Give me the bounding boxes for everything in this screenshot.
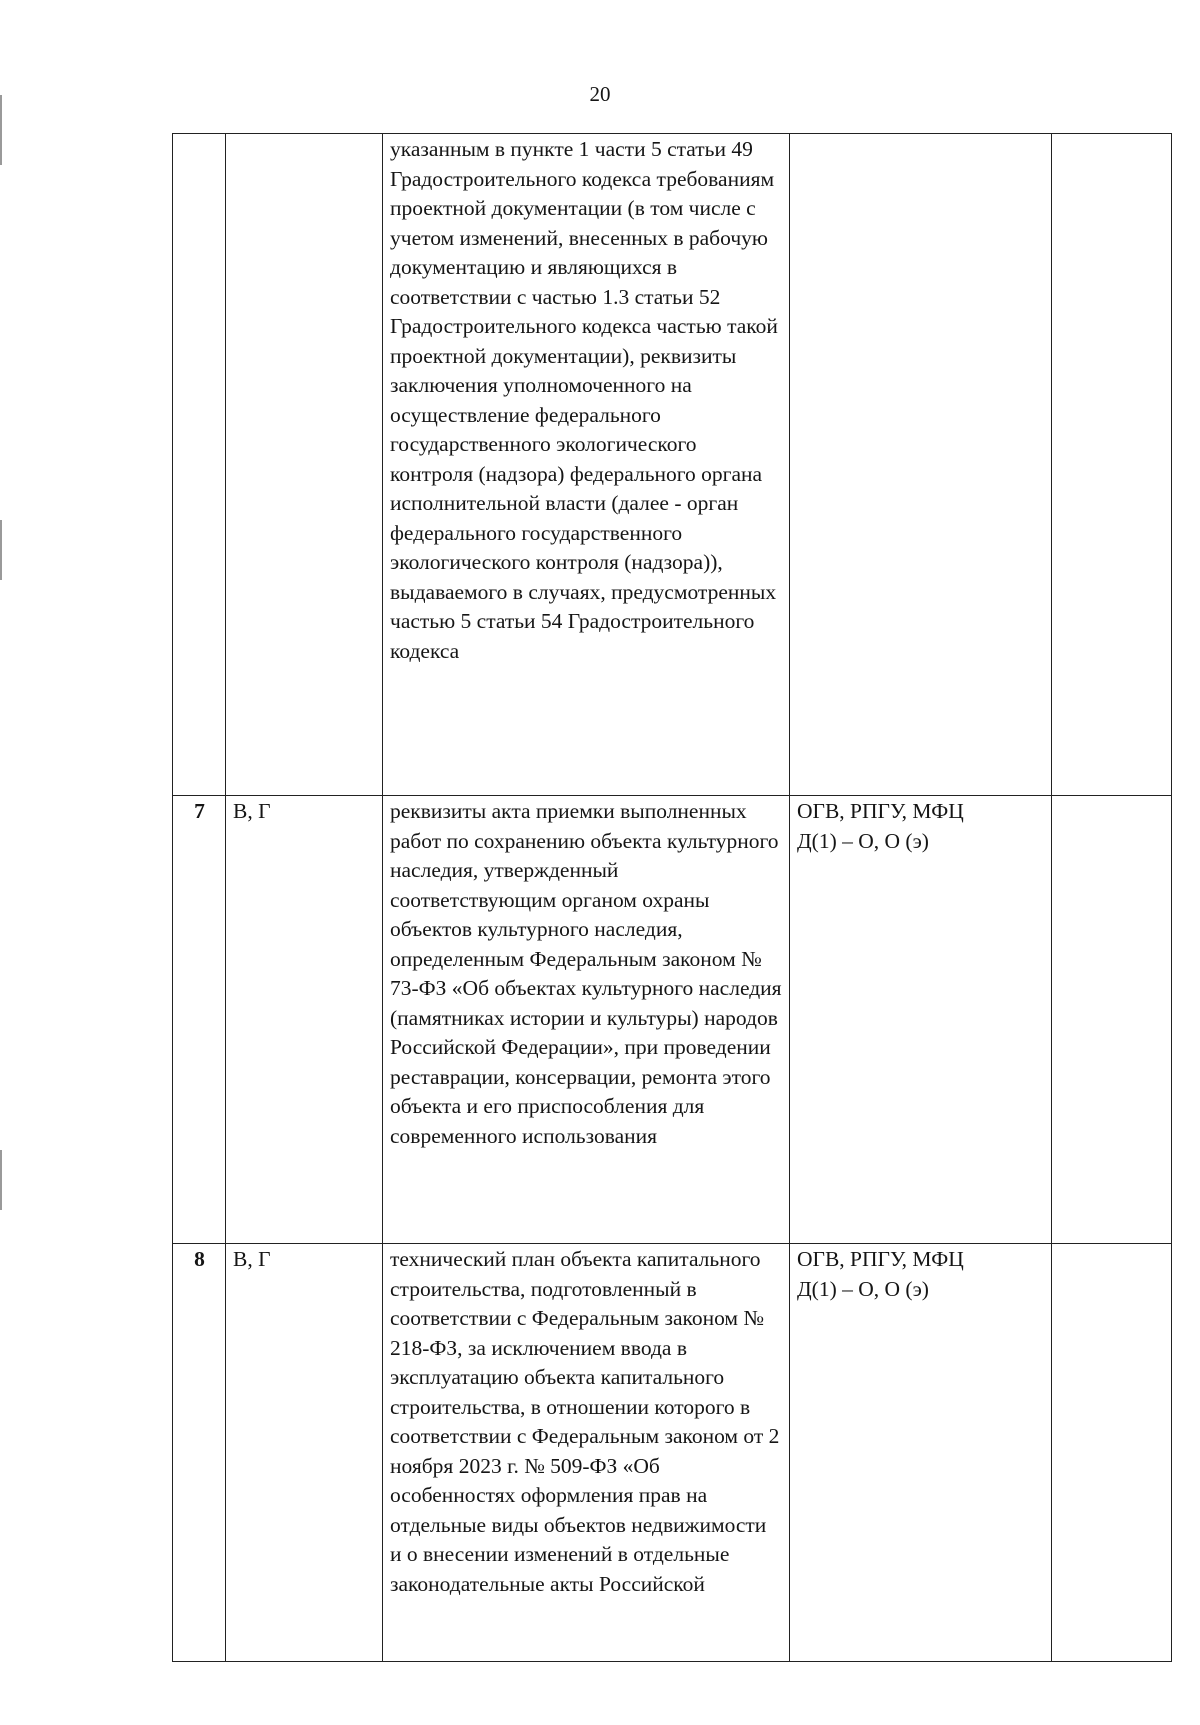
source-cell <box>790 1244 1052 1662</box>
table-row <box>173 1244 1172 1662</box>
table-row <box>173 796 1172 1244</box>
source-channels: ОГВ, РПГУ, МФЦ <box>797 799 964 823</box>
row-number-cell <box>173 134 226 796</box>
category-cell: В, Г <box>226 1244 383 1662</box>
source-channels: ОГВ, РПГУ, МФЦ <box>797 1247 964 1271</box>
row-number-cell: 7 <box>173 796 226 1244</box>
scan-edge-mark <box>0 520 2 580</box>
source-forms: Д(1) – О, О (э) <box>797 828 929 853</box>
description-cell <box>383 134 790 796</box>
source-forms: Д(1) – О, О (э) <box>797 1276 929 1301</box>
description-cell <box>383 1244 790 1662</box>
source-cell <box>790 796 1052 1244</box>
description-text: технический план объекта капитального строительства, подготовленный в соответствии с Федеральным законом № 218-ФЗ, за исключением ввода в эксплуатацию объекта капитального строительства, в отношении которого в соответствии с Федеральным законом от 2 ноября 2023 г. № 509-ФЗ «Об особенностях оформления прав на отдельные виды объектов недвижимости и о внесении изменений в отдельные законодательные акты Российской <box>390 1247 780 1596</box>
extra-cell <box>1052 796 1172 1244</box>
category-cell: В, Г <box>226 796 383 1244</box>
source-cell <box>790 134 1052 796</box>
category-cell <box>226 134 383 796</box>
extra-cell <box>1052 1244 1172 1662</box>
extra-cell <box>1052 134 1172 796</box>
requirements-table <box>172 133 1172 1662</box>
description-cell <box>383 796 790 1244</box>
table-row <box>173 134 1172 796</box>
scan-edge-mark <box>0 1150 2 1210</box>
description-text: указанным в пункте 1 части 5 статьи 49 Градостроительного кодекса требованиям проектной документации (в том числе с учетом изменений, внесенных в рабочую документацию и являющихся в соответствии с частью 1.3 статьи 52 Градостроительного кодекса частью такой проектной документации), реквизиты заключения уполномоченного на осуществление федерального государственного экологического контроля (надзора) федерального органа исполнительной власти (далее - орган федерального государственного экологического контроля (надзора)), выдаваемого в случаях, предусмотренных частью 5 статьи 54 Градостроительного кодекса <box>390 137 778 663</box>
page-number: 20 <box>589 82 611 106</box>
scan-edge-mark <box>0 95 2 165</box>
row-number-cell: 8 <box>173 1244 226 1662</box>
description-text: реквизиты акта приемки выполненных работ по сохранению объекта культурного наследия, утвержденный соответствующим органом охраны объектов культурного наследия, определенным Федеральным законом № 73-ФЗ «Об объектах культурного наследия (памятниках истории и культуры) народов Российской Федерации», при проведении реставрации, консервации, ремонта этого объекта и его приспособления для современного использования <box>390 799 782 1148</box>
